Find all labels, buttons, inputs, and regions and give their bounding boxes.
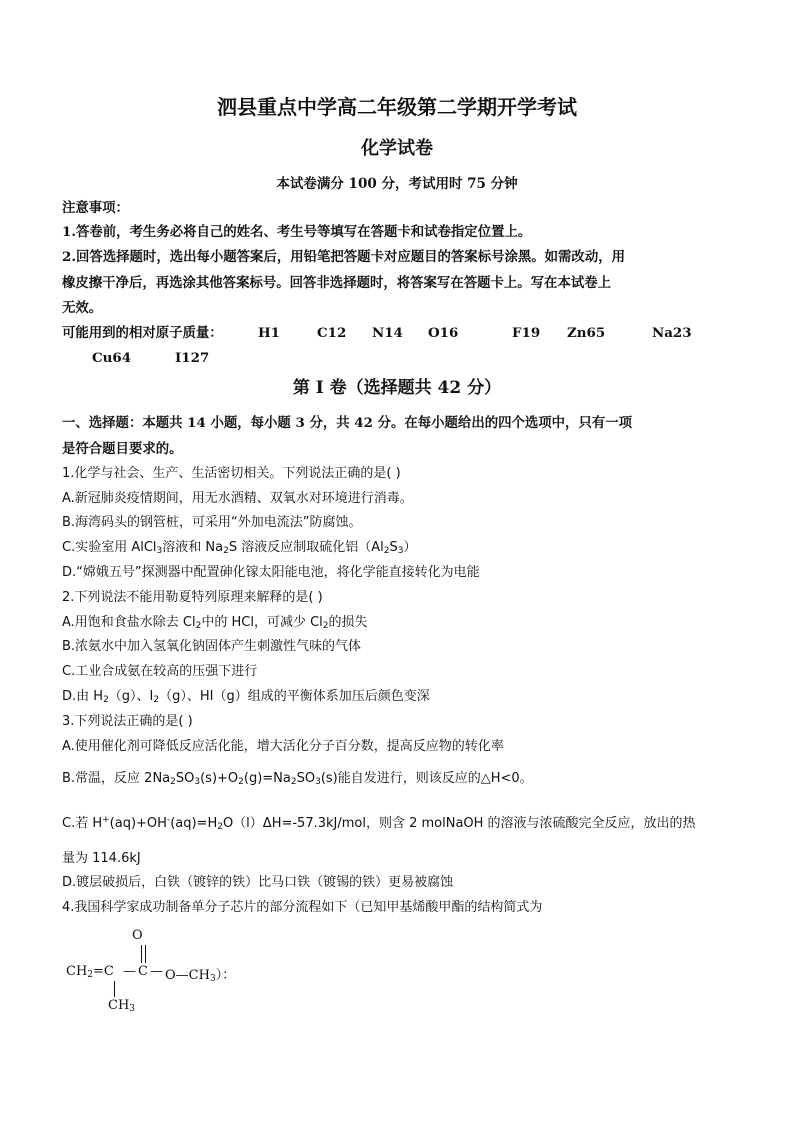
atomic-mass-item: F19 bbox=[512, 325, 541, 341]
atomic-mass-item: I127 bbox=[175, 350, 210, 366]
formula-single-bond bbox=[114, 981, 115, 997]
structural-formula bbox=[66, 928, 286, 1020]
atomic-mass-item: Na23 bbox=[652, 325, 692, 341]
formula-ch3-bottom: $CH_3$ bbox=[108, 998, 136, 1014]
q1-stem: 1.化学与社会、生产、生活密切相关。下列说法正确的是( ) bbox=[62, 466, 401, 481]
note-2-line-3: 无效。 bbox=[62, 300, 103, 316]
q3-stem: 3.下列说法正确的是( ) bbox=[62, 714, 193, 729]
q2-option-a: A.用饱和食盐水除去 $Cl_2$中的 HCl，可减少 $Cl_2$的损失 bbox=[62, 615, 368, 631]
q1-option-b: B.海湾码头的钢管桩，可采用“外加电流法”防腐蚀。 bbox=[62, 515, 362, 530]
q3-option-a: A.使用催化剂可降低反应活化能，增大活化分子百分数，提高反应物的转化率 bbox=[62, 739, 504, 754]
q4-stem: 4.我国科学家成功制备单分子芯片的部分流程如下（已知甲基烯酸甲酯的结构简式为 bbox=[62, 900, 543, 915]
formula-carbonyl-c: C bbox=[138, 964, 148, 979]
section-1-intro-line-2: 是符合题目要求的。 bbox=[62, 441, 183, 457]
atomic-mass-item: N14 bbox=[372, 325, 403, 341]
exam-title: 泗县重点中学高二年级第二学期开学考试 bbox=[217, 95, 577, 119]
formula-dash: — bbox=[150, 964, 163, 979]
note-1: 1.答卷前，考生务必将自己的姓名、考生号等填写在答题卡和试卷指定位置上。 bbox=[62, 224, 532, 240]
formula-left: $CH_2=C$ bbox=[66, 964, 114, 980]
atomic-mass-label: 可能用到的相对原子质量： bbox=[62, 325, 223, 341]
note-2-line-2: 橡皮擦干净后，再选涂其他答案标号。回答非选择题时，将答案写在答题卡上。写在本试卷上 bbox=[62, 275, 612, 291]
q2-option-d: D.由 $H_2(g)$、$I_2(g)$、HI（g）组成的平衡体系加压后颜色变深 bbox=[62, 689, 430, 705]
q3-option-b: B.常温，反应 $2Na_2SO_3(s)+O_2(g)=Na_2SO_3(s)$能自发进行，则该反应的△H<0。 bbox=[62, 771, 533, 787]
q1-option-d: D.“嫦娥五号”探测器中配置砷化镓太阳能电池，将化学能直接转化为电能 bbox=[62, 565, 480, 580]
note-2-line-1: 2.回答选择题时，选出每小题答案后，用铅笔把答题卡对应题目的答案标号涂黑。如需改动，用 bbox=[62, 249, 625, 265]
formula-double-bond bbox=[145, 945, 146, 963]
q1-option-c: C.实验室用 AlCl$_3$溶液和 $Na_2S$ 溶液反应制取硫化铝$(Al_2S_3)$ bbox=[62, 540, 417, 556]
exam-info: 本试卷满分 100 分，考试用时 75 分钟 bbox=[276, 176, 518, 192]
atomic-mass-item: C12 bbox=[317, 325, 347, 341]
exam-subtitle: 化学试卷 bbox=[361, 138, 433, 159]
q2-option-b: B.浓氨水中加入氢氧化钠固体产生刺激性气味的气体 bbox=[62, 639, 362, 654]
section-1-title: 第 I 卷（选择题共 42 分） bbox=[292, 378, 502, 398]
q2-option-c: C.工业合成氨在较高的压强下进行 bbox=[62, 664, 258, 679]
q3-option-d: D.镀层破损后，白铁（镀锌的铁）比马口铁（镀锡的铁）更易被腐蚀 bbox=[62, 875, 454, 890]
formula-double-bond bbox=[141, 945, 142, 963]
q1-option-a: A.新冠肺炎疫情期间，用无水酒精、双氧水对环境进行消毒。 bbox=[62, 491, 413, 506]
atomic-mass-item: Cu64 bbox=[92, 350, 132, 366]
notes-heading: 注意事项： bbox=[62, 200, 129, 216]
atomic-mass-row-2 bbox=[62, 349, 362, 367]
formula-dash: — bbox=[123, 964, 136, 979]
atomic-mass-item: H1 bbox=[258, 325, 280, 341]
atomic-mass-row-1 bbox=[62, 324, 762, 342]
formula-ester-chain: $O—CH_3$）： bbox=[165, 968, 236, 984]
atomic-mass-item: Zn65 bbox=[567, 325, 606, 341]
section-1-intro-line-1: 一、选择题：本题共 14 小题，每小题 3 分，共 42 分。在每小题给出的四个选项中，只有一项 bbox=[62, 415, 633, 431]
atomic-mass-item: O16 bbox=[428, 325, 459, 341]
formula-o-top: O bbox=[132, 928, 143, 943]
q2-stem: 2.下列说法不能用勒夏特列原理来解释的是( ) bbox=[62, 590, 323, 605]
q3-option-c: C.若 $H^+(aq)+OH^-(aq)=H_2O(l)\Delta H=-57.3kJ$/mol，则含 2 molNaOH 的溶液与浓硫酸完全反应，放出的热 bbox=[62, 815, 696, 832]
q3-option-c-cont: 量为 114.6kJ bbox=[62, 851, 141, 866]
